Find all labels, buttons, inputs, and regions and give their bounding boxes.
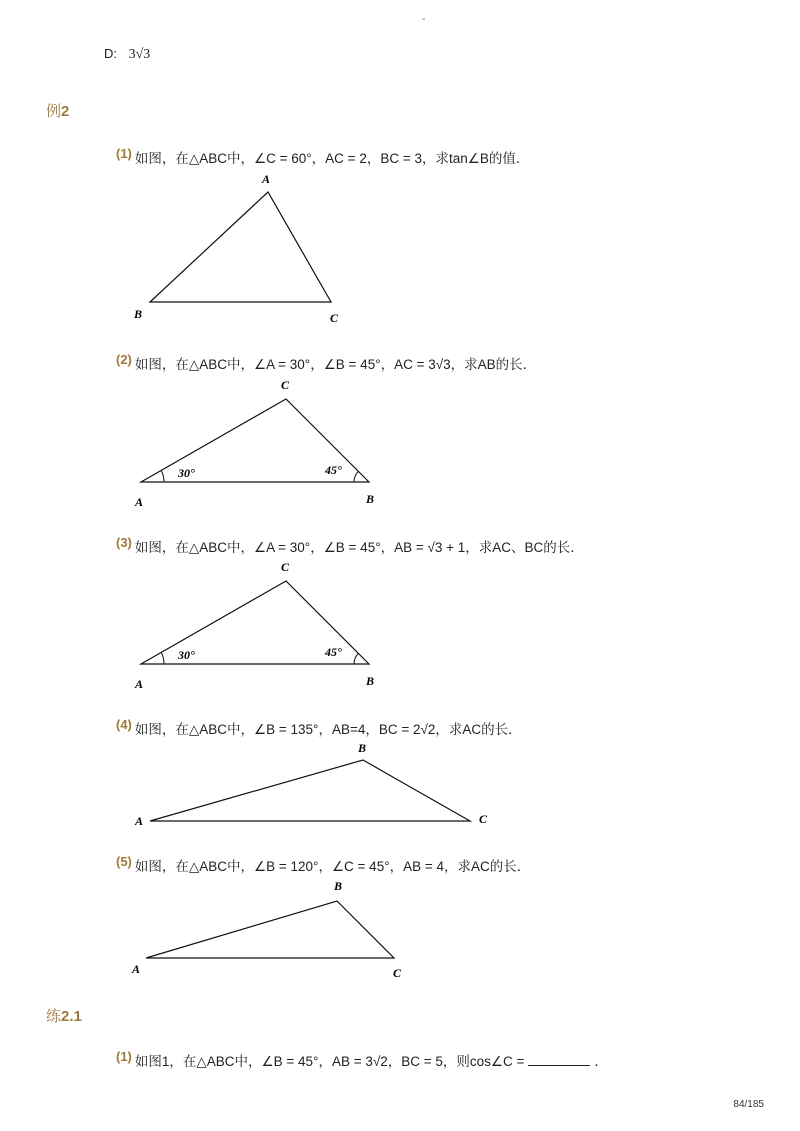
fig1-label-c: C xyxy=(330,311,339,325)
fig2-angle-a: 30° xyxy=(178,466,195,480)
question-text: 如图，在△ABC中，∠B = 120°，∠C = 45°，AB = 4，求AC的长． xyxy=(134,859,531,874)
fig3-label-a: A xyxy=(135,677,144,691)
option-d-math: 3√3 xyxy=(128,47,151,62)
fig3-label-c: C xyxy=(281,560,290,574)
fig5-label-b: B xyxy=(334,879,343,893)
example-heading-prefix: 例 xyxy=(46,103,62,120)
fig4-label-a: A xyxy=(135,814,144,828)
figure-4-triangle xyxy=(134,741,488,828)
question-number: (1) xyxy=(116,146,132,161)
question-4 xyxy=(116,718,522,738)
practice-question-1 xyxy=(116,1050,608,1070)
figure-5-triangle xyxy=(131,879,402,980)
fig4-label-b: B xyxy=(358,741,367,755)
page-number: 84/185 xyxy=(733,1099,764,1110)
fig1-label-b: B xyxy=(134,307,143,321)
question-number: (4) xyxy=(116,717,132,732)
option-d-label: D: xyxy=(104,46,117,61)
fig2-angle-b: 45° xyxy=(325,463,342,477)
top-mark: - xyxy=(422,14,426,25)
question-number: (3) xyxy=(116,535,132,550)
fig4-label-c: C xyxy=(479,812,488,826)
fig2-label-b: B xyxy=(366,492,375,506)
figure-2-triangle xyxy=(134,378,374,509)
figure-3-triangle xyxy=(134,560,374,691)
fig2-label-a: A xyxy=(135,495,144,509)
question-text: 如图，在△ABC中，∠B = 135°，AB=4，BC = 2√2，求AC的长． xyxy=(134,722,522,737)
fig1-label-a: A xyxy=(262,172,271,186)
question-number: (2) xyxy=(116,352,132,367)
fig5-label-a: A xyxy=(132,962,141,976)
question-number: (5) xyxy=(116,854,132,869)
fig5-label-c: C xyxy=(393,966,402,980)
practice-heading-number: 2.1 xyxy=(61,1008,82,1025)
question-3 xyxy=(116,536,584,556)
answer-blank[interactable] xyxy=(528,1053,590,1066)
fig3-label-b: B xyxy=(366,674,375,688)
fig2-label-c: C xyxy=(281,378,290,392)
question-number: (1) xyxy=(116,1049,132,1064)
question-2 xyxy=(116,353,536,373)
practice-heading xyxy=(46,1005,82,1026)
fig3-angle-a: 30° xyxy=(178,648,195,662)
question-text: 如图，在△ABC中，∠A = 30°，∠B = 45°，AB = √3 + 1，求AC、BC的长． xyxy=(134,540,584,555)
practice-heading-prefix: 练 xyxy=(46,1008,62,1025)
question-text: 如图，在△ABC中，∠A = 30°，∠B = 45°，AC = 3√3，求AB的长． xyxy=(134,357,537,372)
fig3-angle-b: 45° xyxy=(325,645,342,659)
question-text: 如图1，在△ABC中，∠B = 45°，AB = 3√2，BC = 5，则cos∠C = xyxy=(134,1054,525,1069)
question-text: 如图，在△ABC中，∠C = 60°，AC = 2，BC = 3，求tan∠B的值． xyxy=(134,151,530,166)
figure-1-triangle xyxy=(133,172,339,325)
question-5 xyxy=(116,855,530,875)
example-heading-number: 2 xyxy=(61,103,70,120)
question-text-end: ． xyxy=(594,1054,608,1069)
